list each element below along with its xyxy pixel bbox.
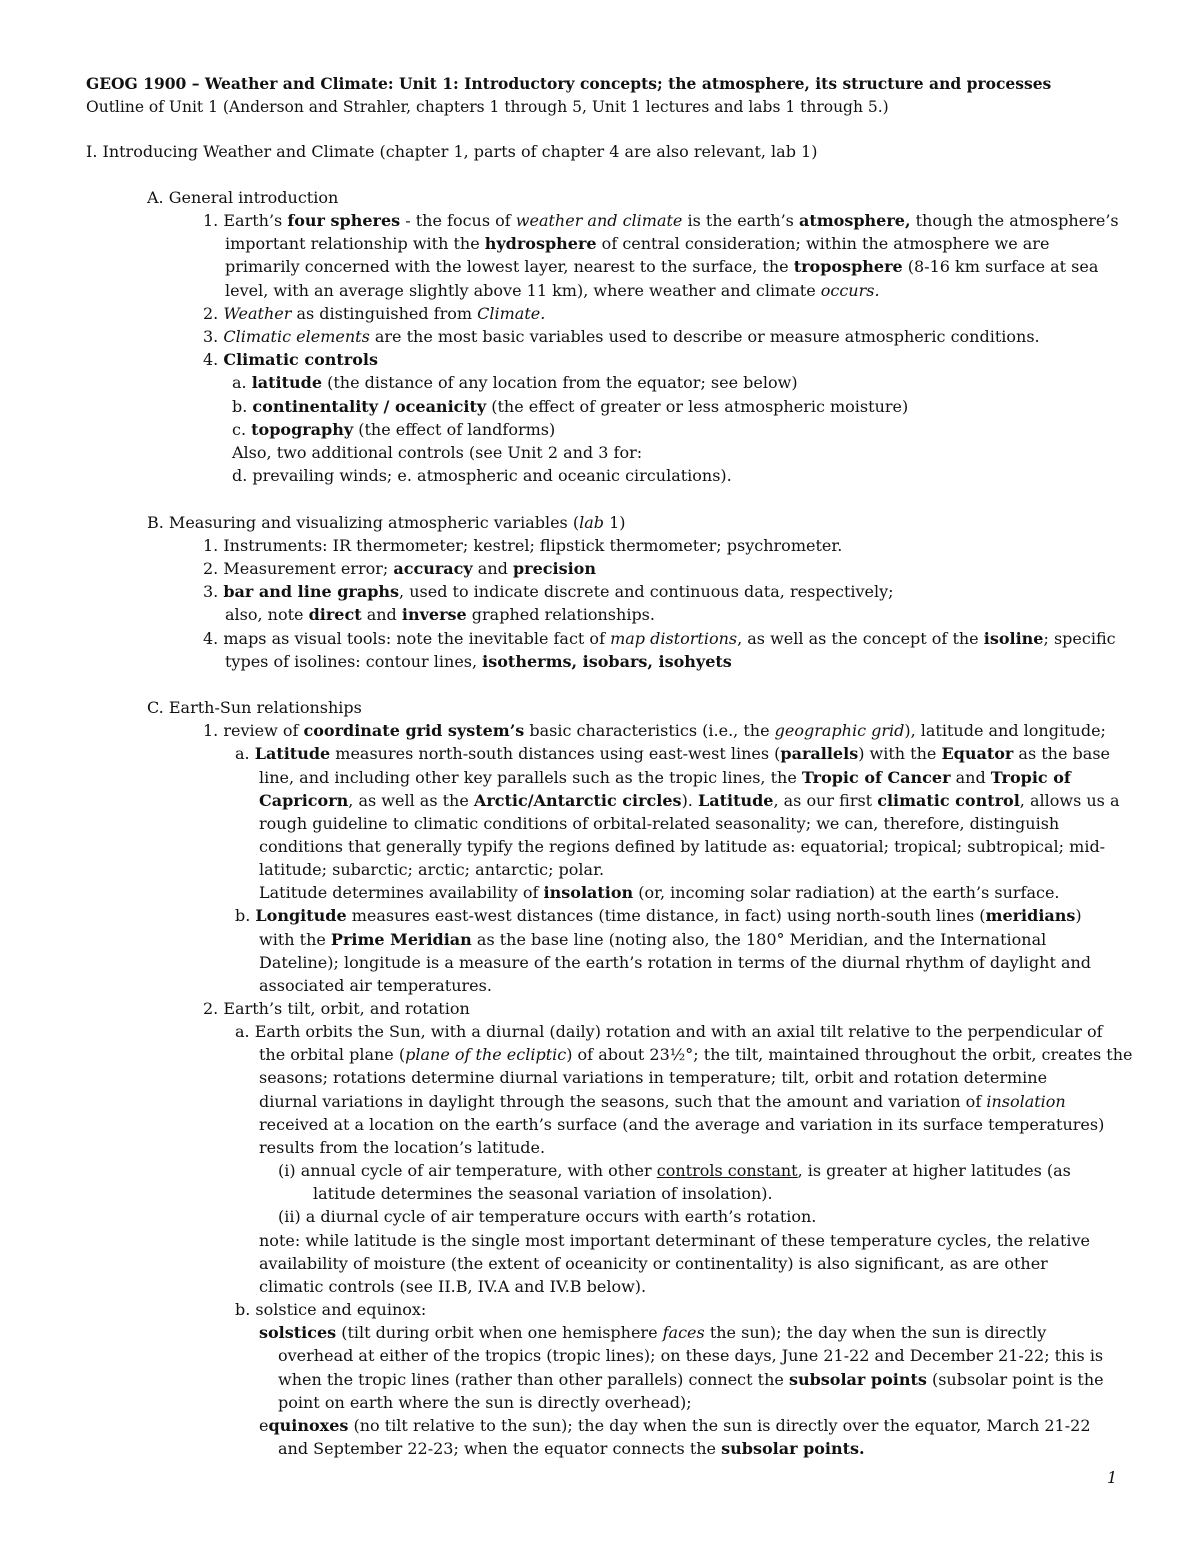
text-run: a. [235, 744, 255, 763]
text-run: climatic controls (see II.B, IV.A and IV.B below). [259, 1277, 647, 1296]
text-run: 2. Measurement error; [203, 559, 394, 578]
text-run: solstices [259, 1323, 337, 1342]
text-run: isoline [983, 629, 1044, 648]
text-run: as distinguished from [291, 304, 478, 323]
text-run: ). [681, 791, 698, 810]
outline-line [203, 997, 470, 1020]
text-run: - the focus of [400, 211, 516, 230]
text-run: results from the location’s latitude. [259, 1138, 546, 1157]
text-run: 4. maps as visual tools: note the inevitable fact of [203, 629, 611, 648]
text-run: topography [251, 420, 354, 439]
outline-line [147, 696, 362, 719]
outline-line [259, 1136, 545, 1159]
text-run: meridians [985, 906, 1076, 925]
text-run: measures north-south distances using east-west lines ( [330, 744, 781, 763]
outline-line [259, 858, 604, 881]
outline-line [232, 418, 555, 441]
text-run: received at a location on the earth’s surface (and the average and variation in its surface temperatures) [259, 1115, 1105, 1134]
outline-line [259, 1414, 1091, 1437]
text-run: ; specific [1043, 629, 1116, 648]
outline-line [232, 371, 798, 394]
text-run: 3. [203, 582, 224, 601]
text-run: (the distance of any location from the equator; see below) [322, 373, 798, 392]
text-run: faces [662, 1323, 705, 1342]
text-run: are the most basic variables used to describe or measure atmospheric conditions. [369, 327, 1040, 346]
text-run: insolation [986, 1092, 1066, 1111]
outline-line [259, 881, 1060, 904]
text-run: (no tilt relative to the sun); the day when the sun is directly over the equator, March 21-22 [348, 1416, 1091, 1435]
text-run: , allows us a [1019, 791, 1120, 810]
text-run: ), latitude and longitude; [904, 721, 1106, 740]
outline-line [259, 951, 1091, 974]
text-run: as the base [1013, 744, 1110, 763]
text-run: bar and line graphs [223, 582, 400, 601]
text-run: (the effect of greater or less atmospheric moisture) [486, 397, 909, 416]
text-run: level, with an average slightly above 11 km), where weather and climate [225, 281, 821, 300]
text-run: point on earth where the sun is directly overhead); [278, 1393, 692, 1412]
text-run: note: while latitude is the single most important determinant of these temperature cycles, the relative [259, 1231, 1090, 1250]
document-subtitle: Outline of Unit 1 (Anderson and Strahler, chapters 1 through 5, Unit 1 lectures and labs 1 through 5.) [86, 98, 889, 116]
text-run: , as well as the concept of the [737, 629, 984, 648]
text-run: rough guideline to climatic conditions of orbital-related seasonality; we can, therefore, distinguish [259, 814, 1060, 833]
text-run: Equator [941, 744, 1014, 763]
outline-line [313, 1182, 773, 1205]
text-run: , is greater at higher latitudes (as [797, 1161, 1071, 1180]
outline-line [259, 928, 1046, 951]
text-run: Capricorn [259, 791, 349, 810]
text-run: 3. [203, 327, 224, 346]
text-run: accuracy [393, 559, 473, 578]
text-run: conditions that generally typify the regions defined by latitude as: equatorial; tropical; subtropical; mid- [259, 837, 1106, 856]
text-run: (subsolar point is the [926, 1370, 1104, 1389]
text-run: and [472, 559, 513, 578]
document-title: GEOG 1900 – Weather and Climate: Unit 1: Introductory concepts; the atmosphere, its structure and processes [86, 74, 1052, 93]
text-run: hydrosphere [484, 234, 597, 253]
text-run: (tilt during orbit when one hemisphere [336, 1323, 663, 1342]
outline-line [235, 904, 1082, 927]
text-run: line, and including other key parallels such as the tropic lines, the [259, 768, 802, 787]
outline-line [235, 742, 1110, 765]
text-run: insolation [543, 883, 634, 902]
text-run: Prime Meridian [330, 930, 472, 949]
text-run: subsolar points [788, 1370, 927, 1389]
text-run: associated air temperatures. [259, 976, 492, 995]
text-run: seasons; rotations determine diurnal variations in temperature; tilt, orbit and rotation determine [259, 1068, 1048, 1087]
outline-line [278, 1437, 865, 1460]
text-run: climatic control [877, 791, 1020, 810]
text-run: A. General introduction [147, 188, 339, 207]
text-run: availability of moisture (the extent of oceanicity or continentality) is also significant, as are other [259, 1254, 1048, 1273]
outline-line [232, 441, 642, 464]
outline-line [225, 279, 880, 302]
outline-line [278, 1159, 1071, 1182]
text-run: Latitude [254, 744, 331, 763]
text-run: as the base line (noting also, the 180° Meridian, and the International [471, 930, 1047, 949]
outline-line [259, 812, 1059, 835]
outline-line [278, 1391, 692, 1414]
outline-line [259, 1090, 1066, 1113]
outline-line [203, 348, 378, 371]
text-run: (8-16 km surface at sea [902, 257, 1099, 276]
text-run: and [361, 605, 402, 624]
text-run: Longitude [255, 906, 347, 925]
text-run: troposphere [793, 257, 903, 276]
outline-line [225, 232, 1049, 255]
text-run: coordinate grid system’s [303, 721, 525, 740]
text-run: 1) [795, 142, 818, 161]
text-run: (the effect of landforms) [353, 420, 556, 439]
text-run: types of isolines: contour lines, [225, 652, 483, 671]
outline-line [203, 534, 842, 557]
outline-line [225, 255, 1098, 278]
text-run: e [259, 1416, 269, 1435]
text-run: 4. [203, 350, 224, 369]
text-run: isotherms, isobars, isohyets [482, 652, 732, 671]
text-run: geographic grid [774, 721, 905, 740]
outline-line [203, 557, 596, 580]
outline-line [278, 1344, 1103, 1367]
outline-line [259, 789, 1120, 812]
text-run: graphed relationships. [466, 605, 655, 624]
text-run: latitude determines the seasonal variation of insolation). [313, 1184, 773, 1203]
outline-line [259, 1252, 1048, 1275]
outline-line [259, 1043, 1133, 1066]
outline-line [278, 1205, 816, 1228]
text-run: controls constant [656, 1161, 798, 1180]
outline-line [203, 719, 1106, 742]
text-run: Dateline); longitude is a measure of the earth’s rotation in terms of the diurnal rhythm of daylight and [259, 953, 1092, 972]
text-run: Latitude determines availability of [259, 883, 544, 902]
outline-line [232, 395, 908, 418]
text-run: direct [308, 605, 362, 624]
outline-line [203, 325, 1040, 348]
text-run: b. [232, 397, 253, 416]
page-number: 1 [1107, 1468, 1118, 1487]
outline-line [259, 835, 1105, 858]
outline-line [147, 186, 338, 209]
text-run: precision [512, 559, 596, 578]
text-run: ) of about 23½°; the tilt, maintained throughout the orbit, creates the [566, 1045, 1133, 1064]
text-run: I. Introducing Weather and Climate (c [86, 142, 395, 161]
text-run: atmosphere, [798, 211, 911, 230]
text-run: Latitude [697, 791, 774, 810]
text-run: hapter 1, parts of chapter 4 are also relevant, lab [394, 142, 796, 161]
text-run: Arctic/Antarctic circles [473, 791, 682, 810]
text-run: a. Earth orbits the Sun, with a diurnal (daily) rotation and with an axial tilt relative to the perpendicular of [235, 1022, 1103, 1041]
outline-line [235, 1020, 1103, 1043]
text-run: parallels [780, 744, 859, 763]
text-run: when the tropic lines (rather than other parallels) connect the [278, 1370, 789, 1389]
outline-line [225, 603, 655, 626]
text-run: lab [579, 513, 604, 532]
text-run: ) [1075, 906, 1082, 925]
text-run: inverse [401, 605, 467, 624]
text-run: d. prevailing winds; e. atmospheric and oceanic circulations). [232, 466, 732, 485]
outline-line [86, 140, 817, 163]
text-run: subsolar points. [721, 1439, 865, 1458]
text-run: quinoxes [268, 1416, 349, 1435]
text-run: four spheres [287, 211, 401, 230]
text-run: , as our first [773, 791, 878, 810]
text-run: though the atmosphere’s [910, 211, 1119, 230]
text-run: , as well as the [348, 791, 474, 810]
text-run: Climatic controls [223, 350, 378, 369]
text-run: a. [232, 373, 252, 392]
text-run: Tropic of [990, 768, 1071, 787]
text-run: occurs. [820, 281, 880, 300]
text-run: b. solstice and equinox: [235, 1300, 427, 1319]
outline-line [259, 1229, 1090, 1252]
text-run: , used to indicate discrete and continuous data, respectively; [399, 582, 894, 601]
text-run: latitude; subarctic; arctic; antarctic; polar. [259, 860, 605, 879]
text-run: B. Measuring and visualizing atmospheric variables ( [147, 513, 580, 532]
text-run: Climate. [477, 304, 546, 323]
text-run: map distortions [610, 629, 738, 648]
text-run: basic characteristics (i.e., the [524, 721, 775, 740]
text-run: c. [232, 420, 252, 439]
text-run: also, note [225, 605, 309, 624]
text-run: plane of the ecliptic [405, 1045, 567, 1064]
text-run: 2. Earth’s tilt, orbit, and rotation [203, 999, 470, 1018]
text-run: (or, incoming solar radiation) at the earth’s surface. [633, 883, 1060, 902]
text-run: 1. Instruments: IR thermometer; kestrel; flipstick thermometer; psychrometer. [203, 536, 843, 555]
text-run: Also, two additional controls (see Unit 2 and 3 for: [232, 443, 643, 462]
text-run: continentality / oceanicity [252, 397, 487, 416]
outline-line [259, 1321, 1046, 1344]
text-run: Weather [223, 304, 292, 323]
outline-line [259, 1275, 646, 1298]
text-run: (i) annual cycle of air temperature, with other [278, 1161, 657, 1180]
outline-line [235, 1298, 426, 1321]
text-run: important relationship with the [225, 234, 485, 253]
text-run: and [950, 768, 991, 787]
text-run: overhead at either of the tropics (tropic lines); on these days, June 21-22 and December 21-22; this is [278, 1346, 1104, 1365]
text-run: b. [235, 906, 256, 925]
text-run: 1) [604, 513, 626, 532]
outline-line [147, 511, 626, 534]
text-run: measures east-west distances (time distance, in fact) using north-south lines ( [346, 906, 986, 925]
text-run: C. Earth-Sun relationships [147, 698, 362, 717]
outline-line [259, 974, 492, 997]
outline-line [203, 302, 545, 325]
text-run: and September 22-23; when the equator connects the [278, 1439, 722, 1458]
outline-line [203, 627, 1116, 650]
text-run: ) with the [858, 744, 942, 763]
outline-line [232, 464, 732, 487]
text-run: Tropic of Cancer [801, 768, 951, 787]
text-run: latitude [251, 373, 323, 392]
text-run: the orbital plane ( [259, 1045, 406, 1064]
text-run: the sun); the day when the sun is directly [704, 1323, 1047, 1342]
text-run: primarily concerned with the lowest layer, nearest to the surface, the [225, 257, 794, 276]
text-run: with the [259, 930, 331, 949]
text-run: Climatic elements [223, 327, 370, 346]
outline-line [259, 766, 1071, 789]
outline-line [225, 650, 732, 673]
outline-line [259, 1066, 1047, 1089]
text-run: (ii) a diurnal cycle of air temperature occurs with earth’s rotation. [278, 1207, 817, 1226]
outline-line [278, 1368, 1104, 1391]
text-run: 2. [203, 304, 224, 323]
text-run: weather and climate [515, 211, 683, 230]
outline-line [203, 580, 894, 603]
text-run: 1. Earth’s [203, 211, 288, 230]
outline-line [203, 209, 1119, 232]
text-run: is the earth’s [682, 211, 799, 230]
text-run: 1. review of [203, 721, 304, 740]
text-run: diurnal variations in daylight through the seasons, such that the amount and variation of [259, 1092, 987, 1111]
text-run: of central consideration; within the atmosphere we are [596, 234, 1050, 253]
outline-line [259, 1113, 1104, 1136]
